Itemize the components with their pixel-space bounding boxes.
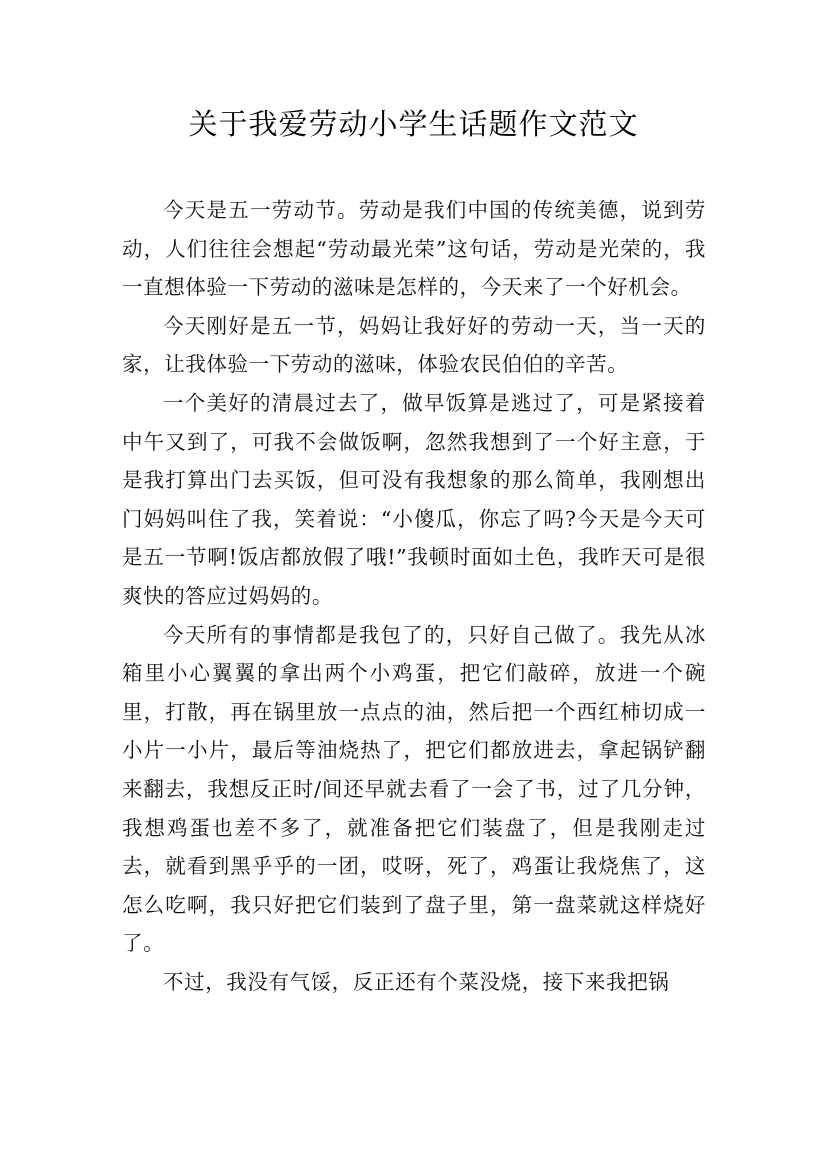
document-body bbox=[122, 191, 706, 1001]
document-title: 关于我爱劳动小学生话题作文范文 bbox=[188, 107, 639, 141]
paragraph: 今天所有的事情都是我包了的，只好自己做了。我先从冰箱里小心翼翼的拿出两个小鸡蛋，把它们敲碎，放进一个碗里，打散，再在锅里放一点点的油，然后把一个西红柿切成一小片一小片，最后等油烧热了，把它们都放进去，拿起锅铲翻来翻去，我想反正时/间还早就去看了一会了书，过了几分钟，我想鸡蛋也差不多了，就准备把它们装盘了，但是我刚走过去，就看到黑乎乎的一团，哎呀，死了，鸡蛋让我烧焦了，这怎么吃啊，我只好把它们装到了盘子里，第一盘菜就这样烧好了。 bbox=[122, 622, 706, 956]
paragraph: 今天是五一劳动节。劳动是我们中国的传统美德，说到劳动，人们往往会想起“劳动最光荣”这句话，劳动是光荣的，我一直想体验一下劳动的滋味是怎样的，今天来了一个好机会。 bbox=[122, 198, 706, 300]
paragraph: 今天刚好是五一节，妈妈让我好好的劳动一天，当一天的家，让我体验一下劳动的滋味，体验农民伯伯的辛苦。 bbox=[122, 313, 706, 377]
paragraph: 不过，我没有气馁，反正还有个菜没烧，接下来我把锅 bbox=[163, 969, 670, 994]
paragraph: 一个美好的清晨过去了，做早饭算是逃过了，可是紧接着中午又到了，可我不会做饭啊，忽然我想到了一个好主意，于是我打算出门去买饭，但可没有我想象的那么简单，我刚想出门妈妈叫住了我，笑着说：“小傻瓜，你忘了吗?今天是今天可是五一节啊!饭店都放假了哦!”我顿时面如土色，我昨天可是很爽快的答应过妈妈的。 bbox=[122, 390, 706, 608]
